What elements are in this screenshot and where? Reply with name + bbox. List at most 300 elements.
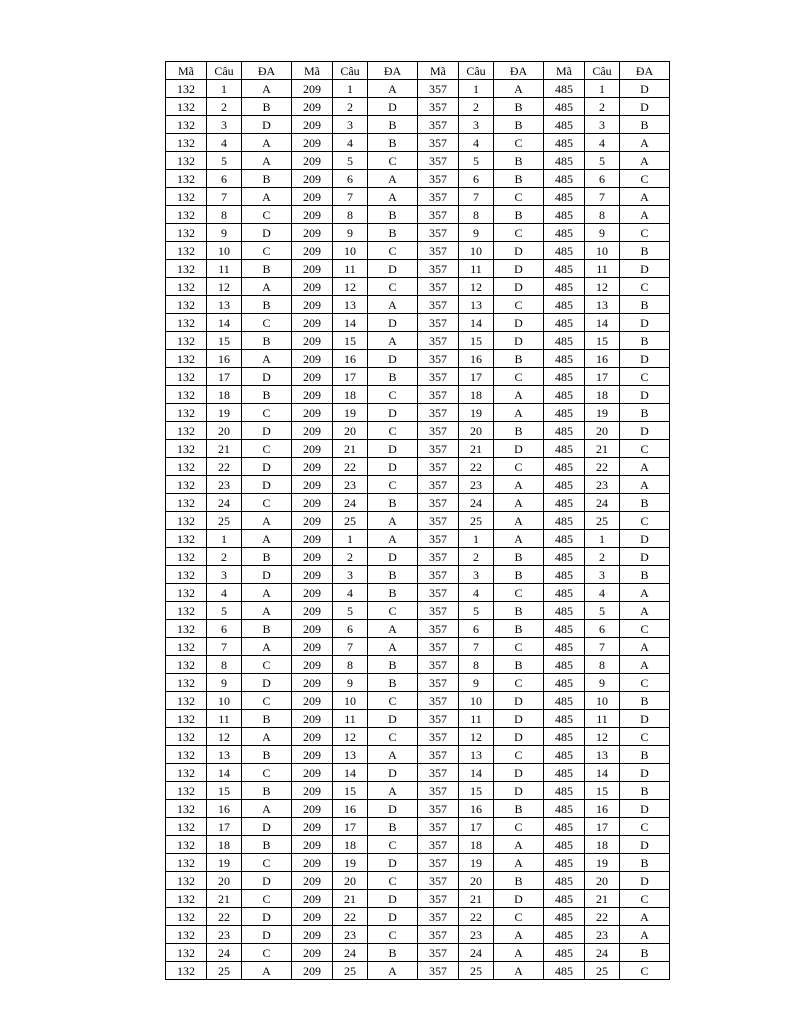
cell-ma: 357 bbox=[418, 368, 459, 386]
cell-da: B bbox=[494, 602, 544, 620]
cell-ma: 209 bbox=[292, 260, 333, 278]
cell-cau: 3 bbox=[585, 566, 620, 584]
cell-ma: 485 bbox=[544, 872, 585, 890]
cell-ma: 132 bbox=[166, 422, 207, 440]
cell-cau: 3 bbox=[333, 116, 368, 134]
cell-da: B bbox=[494, 116, 544, 134]
cell-ma: 357 bbox=[418, 458, 459, 476]
cell-cau: 19 bbox=[333, 854, 368, 872]
cell-da: D bbox=[242, 674, 292, 692]
cell-cau: 13 bbox=[207, 746, 242, 764]
cell-ma: 357 bbox=[418, 872, 459, 890]
cell-da: B bbox=[494, 566, 544, 584]
header-da: ĐA bbox=[494, 62, 544, 80]
cell-cau: 18 bbox=[585, 836, 620, 854]
table-row bbox=[166, 260, 670, 278]
cell-cau: 22 bbox=[207, 458, 242, 476]
cell-cau: 1 bbox=[459, 530, 494, 548]
cell-da: B bbox=[620, 296, 670, 314]
cell-cau: 21 bbox=[585, 440, 620, 458]
cell-ma: 485 bbox=[544, 584, 585, 602]
table-row bbox=[166, 152, 670, 170]
cell-ma: 209 bbox=[292, 620, 333, 638]
cell-cau: 24 bbox=[333, 494, 368, 512]
cell-cau: 11 bbox=[207, 710, 242, 728]
cell-ma: 357 bbox=[418, 926, 459, 944]
cell-ma: 485 bbox=[544, 566, 585, 584]
table-row bbox=[166, 458, 670, 476]
cell-ma: 132 bbox=[166, 782, 207, 800]
cell-da: D bbox=[242, 458, 292, 476]
cell-da: D bbox=[620, 800, 670, 818]
cell-da: D bbox=[620, 548, 670, 566]
cell-cau: 23 bbox=[585, 926, 620, 944]
cell-cau: 11 bbox=[459, 260, 494, 278]
cell-da: D bbox=[620, 530, 670, 548]
cell-da: A bbox=[368, 80, 418, 98]
cell-ma: 132 bbox=[166, 602, 207, 620]
cell-da: A bbox=[620, 206, 670, 224]
header-row bbox=[166, 62, 670, 80]
cell-da: C bbox=[620, 962, 670, 980]
cell-ma: 209 bbox=[292, 350, 333, 368]
cell-ma: 132 bbox=[166, 80, 207, 98]
cell-cau: 10 bbox=[207, 242, 242, 260]
cell-cau: 10 bbox=[459, 692, 494, 710]
cell-cau: 19 bbox=[207, 404, 242, 422]
table-row bbox=[166, 926, 670, 944]
cell-da: B bbox=[242, 296, 292, 314]
cell-da: A bbox=[494, 836, 544, 854]
cell-da: C bbox=[368, 152, 418, 170]
cell-da: A bbox=[242, 134, 292, 152]
cell-da: A bbox=[242, 188, 292, 206]
header-ma: Mã bbox=[544, 62, 585, 80]
cell-cau: 16 bbox=[585, 350, 620, 368]
cell-ma: 357 bbox=[418, 728, 459, 746]
cell-cau: 20 bbox=[333, 422, 368, 440]
answer-key-table bbox=[165, 61, 670, 980]
cell-cau: 21 bbox=[459, 440, 494, 458]
cell-da: A bbox=[620, 602, 670, 620]
table-row bbox=[166, 566, 670, 584]
cell-cau: 16 bbox=[459, 350, 494, 368]
cell-ma: 132 bbox=[166, 566, 207, 584]
cell-ma: 357 bbox=[418, 530, 459, 548]
cell-cau: 17 bbox=[585, 818, 620, 836]
cell-ma: 485 bbox=[544, 530, 585, 548]
cell-da: B bbox=[242, 98, 292, 116]
header-cau: Câu bbox=[459, 62, 494, 80]
cell-ma: 209 bbox=[292, 944, 333, 962]
cell-ma: 132 bbox=[166, 656, 207, 674]
cell-da: D bbox=[368, 314, 418, 332]
cell-ma: 132 bbox=[166, 98, 207, 116]
cell-ma: 132 bbox=[166, 944, 207, 962]
cell-ma: 209 bbox=[292, 746, 333, 764]
cell-da: C bbox=[368, 602, 418, 620]
cell-ma: 132 bbox=[166, 332, 207, 350]
cell-ma: 485 bbox=[544, 206, 585, 224]
cell-ma: 357 bbox=[418, 674, 459, 692]
cell-ma: 132 bbox=[166, 134, 207, 152]
cell-ma: 132 bbox=[166, 836, 207, 854]
cell-ma: 357 bbox=[418, 764, 459, 782]
cell-ma: 357 bbox=[418, 566, 459, 584]
cell-da: C bbox=[494, 638, 544, 656]
cell-da: B bbox=[368, 944, 418, 962]
cell-cau: 14 bbox=[207, 764, 242, 782]
table-row bbox=[166, 728, 670, 746]
cell-da: C bbox=[620, 818, 670, 836]
cell-da: C bbox=[494, 224, 544, 242]
cell-cau: 5 bbox=[207, 152, 242, 170]
cell-ma: 485 bbox=[544, 422, 585, 440]
cell-da: D bbox=[494, 260, 544, 278]
cell-da: C bbox=[242, 404, 292, 422]
cell-cau: 25 bbox=[585, 512, 620, 530]
cell-cau: 2 bbox=[459, 548, 494, 566]
cell-ma: 209 bbox=[292, 98, 333, 116]
cell-cau: 15 bbox=[207, 332, 242, 350]
cell-cau: 12 bbox=[207, 278, 242, 296]
cell-ma: 485 bbox=[544, 548, 585, 566]
cell-da: B bbox=[620, 116, 670, 134]
cell-ma: 485 bbox=[544, 368, 585, 386]
cell-da: C bbox=[368, 476, 418, 494]
cell-ma: 357 bbox=[418, 224, 459, 242]
cell-cau: 9 bbox=[207, 224, 242, 242]
cell-ma: 132 bbox=[166, 224, 207, 242]
cell-ma: 357 bbox=[418, 548, 459, 566]
table-row bbox=[166, 746, 670, 764]
cell-da: B bbox=[494, 170, 544, 188]
cell-da: B bbox=[494, 800, 544, 818]
cell-da: A bbox=[494, 494, 544, 512]
cell-da: C bbox=[494, 188, 544, 206]
cell-ma: 209 bbox=[292, 782, 333, 800]
table-row bbox=[166, 872, 670, 890]
cell-da: D bbox=[494, 728, 544, 746]
cell-da: A bbox=[242, 602, 292, 620]
cell-ma: 357 bbox=[418, 152, 459, 170]
table-row bbox=[166, 854, 670, 872]
cell-ma: 132 bbox=[166, 926, 207, 944]
cell-da: D bbox=[494, 440, 544, 458]
cell-da: B bbox=[494, 206, 544, 224]
cell-ma: 209 bbox=[292, 530, 333, 548]
table-row bbox=[166, 80, 670, 98]
cell-cau: 10 bbox=[585, 242, 620, 260]
cell-cau: 17 bbox=[459, 368, 494, 386]
cell-da: D bbox=[368, 908, 418, 926]
cell-ma: 132 bbox=[166, 908, 207, 926]
table-row bbox=[166, 602, 670, 620]
cell-da: B bbox=[368, 818, 418, 836]
cell-cau: 16 bbox=[207, 350, 242, 368]
cell-ma: 209 bbox=[292, 566, 333, 584]
cell-cau: 20 bbox=[459, 422, 494, 440]
cell-da: C bbox=[368, 242, 418, 260]
table-row bbox=[166, 206, 670, 224]
cell-da: B bbox=[368, 656, 418, 674]
cell-ma: 209 bbox=[292, 818, 333, 836]
cell-da: C bbox=[368, 926, 418, 944]
cell-da: A bbox=[368, 746, 418, 764]
cell-cau: 8 bbox=[333, 656, 368, 674]
cell-cau: 10 bbox=[459, 242, 494, 260]
cell-cau: 7 bbox=[585, 638, 620, 656]
cell-cau: 15 bbox=[459, 332, 494, 350]
cell-ma: 485 bbox=[544, 170, 585, 188]
cell-cau: 7 bbox=[333, 188, 368, 206]
cell-cau: 5 bbox=[585, 152, 620, 170]
cell-ma: 209 bbox=[292, 224, 333, 242]
cell-da: A bbox=[368, 962, 418, 980]
cell-da: B bbox=[494, 152, 544, 170]
cell-da: D bbox=[368, 404, 418, 422]
cell-cau: 9 bbox=[585, 674, 620, 692]
header-da: ĐA bbox=[620, 62, 670, 80]
cell-da: A bbox=[620, 656, 670, 674]
cell-da: B bbox=[620, 404, 670, 422]
table-row bbox=[166, 620, 670, 638]
cell-da: B bbox=[620, 566, 670, 584]
cell-ma: 357 bbox=[418, 800, 459, 818]
cell-da: D bbox=[242, 566, 292, 584]
table-row bbox=[166, 116, 670, 134]
cell-cau: 17 bbox=[207, 368, 242, 386]
cell-da: A bbox=[620, 908, 670, 926]
cell-cau: 19 bbox=[459, 404, 494, 422]
cell-da: C bbox=[494, 908, 544, 926]
cell-cau: 8 bbox=[459, 656, 494, 674]
cell-da: A bbox=[242, 638, 292, 656]
cell-ma: 357 bbox=[418, 242, 459, 260]
cell-ma: 209 bbox=[292, 152, 333, 170]
cell-da: C bbox=[368, 278, 418, 296]
cell-da: D bbox=[242, 368, 292, 386]
cell-ma: 132 bbox=[166, 692, 207, 710]
cell-cau: 7 bbox=[459, 188, 494, 206]
cell-da: D bbox=[368, 98, 418, 116]
cell-ma: 357 bbox=[418, 278, 459, 296]
cell-da: A bbox=[242, 152, 292, 170]
cell-da: A bbox=[368, 782, 418, 800]
cell-cau: 11 bbox=[585, 710, 620, 728]
cell-da: A bbox=[620, 926, 670, 944]
cell-da: D bbox=[242, 476, 292, 494]
cell-cau: 19 bbox=[585, 854, 620, 872]
cell-cau: 15 bbox=[459, 782, 494, 800]
cell-cau: 2 bbox=[459, 98, 494, 116]
cell-ma: 132 bbox=[166, 314, 207, 332]
cell-da: A bbox=[242, 800, 292, 818]
cell-cau: 5 bbox=[459, 152, 494, 170]
table-row bbox=[166, 332, 670, 350]
table-row bbox=[166, 98, 670, 116]
cell-ma: 357 bbox=[418, 962, 459, 980]
cell-ma: 209 bbox=[292, 602, 333, 620]
cell-da: C bbox=[494, 746, 544, 764]
cell-ma: 357 bbox=[418, 746, 459, 764]
table-row bbox=[166, 188, 670, 206]
cell-da: A bbox=[368, 530, 418, 548]
cell-cau: 13 bbox=[585, 746, 620, 764]
cell-da: A bbox=[620, 584, 670, 602]
cell-ma: 485 bbox=[544, 764, 585, 782]
cell-da: D bbox=[620, 710, 670, 728]
cell-ma: 209 bbox=[292, 188, 333, 206]
table-row bbox=[166, 782, 670, 800]
cell-cau: 21 bbox=[207, 440, 242, 458]
cell-ma: 209 bbox=[292, 80, 333, 98]
cell-cau: 12 bbox=[585, 728, 620, 746]
cell-ma: 357 bbox=[418, 134, 459, 152]
cell-cau: 8 bbox=[207, 206, 242, 224]
cell-ma: 357 bbox=[418, 656, 459, 674]
cell-da: B bbox=[242, 782, 292, 800]
cell-ma: 357 bbox=[418, 818, 459, 836]
cell-da: B bbox=[242, 836, 292, 854]
cell-da: A bbox=[368, 638, 418, 656]
table-row bbox=[166, 962, 670, 980]
cell-da: C bbox=[368, 872, 418, 890]
cell-cau: 24 bbox=[585, 944, 620, 962]
cell-ma: 132 bbox=[166, 278, 207, 296]
cell-da: D bbox=[368, 710, 418, 728]
cell-ma: 209 bbox=[292, 872, 333, 890]
table-row bbox=[166, 278, 670, 296]
cell-da: A bbox=[368, 188, 418, 206]
cell-da: A bbox=[494, 512, 544, 530]
cell-da: D bbox=[620, 764, 670, 782]
cell-cau: 11 bbox=[333, 710, 368, 728]
table-row bbox=[166, 440, 670, 458]
cell-da: B bbox=[494, 350, 544, 368]
cell-ma: 485 bbox=[544, 296, 585, 314]
cell-da: C bbox=[494, 584, 544, 602]
cell-cau: 18 bbox=[459, 836, 494, 854]
cell-da: B bbox=[242, 170, 292, 188]
table-row bbox=[166, 944, 670, 962]
cell-ma: 485 bbox=[544, 512, 585, 530]
cell-cau: 3 bbox=[207, 116, 242, 134]
cell-ma: 357 bbox=[418, 80, 459, 98]
cell-ma: 485 bbox=[544, 674, 585, 692]
cell-cau: 14 bbox=[333, 764, 368, 782]
cell-cau: 2 bbox=[207, 98, 242, 116]
cell-cau: 3 bbox=[585, 116, 620, 134]
cell-da: D bbox=[368, 800, 418, 818]
cell-da: D bbox=[368, 440, 418, 458]
cell-da: C bbox=[368, 836, 418, 854]
cell-da: D bbox=[494, 242, 544, 260]
cell-ma: 485 bbox=[544, 836, 585, 854]
header-ma: Mã bbox=[418, 62, 459, 80]
cell-ma: 132 bbox=[166, 710, 207, 728]
cell-da: D bbox=[620, 98, 670, 116]
table-row bbox=[166, 710, 670, 728]
cell-da: A bbox=[494, 944, 544, 962]
cell-ma: 132 bbox=[166, 188, 207, 206]
cell-cau: 11 bbox=[207, 260, 242, 278]
cell-da: C bbox=[242, 890, 292, 908]
cell-ma: 209 bbox=[292, 692, 333, 710]
cell-cau: 17 bbox=[585, 368, 620, 386]
cell-cau: 4 bbox=[585, 134, 620, 152]
cell-ma: 132 bbox=[166, 584, 207, 602]
cell-ma: 485 bbox=[544, 260, 585, 278]
cell-ma: 485 bbox=[544, 224, 585, 242]
table-row bbox=[166, 908, 670, 926]
cell-ma: 485 bbox=[544, 908, 585, 926]
cell-ma: 357 bbox=[418, 206, 459, 224]
cell-cau: 8 bbox=[585, 206, 620, 224]
cell-cau: 8 bbox=[459, 206, 494, 224]
cell-da: B bbox=[242, 386, 292, 404]
table-row bbox=[166, 170, 670, 188]
cell-cau: 15 bbox=[585, 332, 620, 350]
cell-da: B bbox=[494, 656, 544, 674]
cell-cau: 19 bbox=[459, 854, 494, 872]
cell-cau: 6 bbox=[459, 620, 494, 638]
cell-da: C bbox=[620, 728, 670, 746]
cell-da: D bbox=[620, 872, 670, 890]
cell-cau: 18 bbox=[459, 386, 494, 404]
cell-cau: 13 bbox=[333, 746, 368, 764]
cell-da: D bbox=[368, 854, 418, 872]
cell-da: B bbox=[368, 134, 418, 152]
cell-da: B bbox=[620, 692, 670, 710]
cell-ma: 357 bbox=[418, 116, 459, 134]
cell-cau: 1 bbox=[333, 530, 368, 548]
cell-da: C bbox=[242, 494, 292, 512]
cell-ma: 209 bbox=[292, 206, 333, 224]
cell-ma: 357 bbox=[418, 440, 459, 458]
cell-cau: 20 bbox=[207, 422, 242, 440]
cell-ma: 209 bbox=[292, 800, 333, 818]
table-row bbox=[166, 800, 670, 818]
cell-cau: 25 bbox=[585, 962, 620, 980]
cell-cau: 5 bbox=[585, 602, 620, 620]
cell-cau: 9 bbox=[459, 224, 494, 242]
cell-da: C bbox=[242, 242, 292, 260]
cell-cau: 7 bbox=[207, 638, 242, 656]
cell-ma: 209 bbox=[292, 548, 333, 566]
cell-da: C bbox=[368, 728, 418, 746]
table-row bbox=[166, 512, 670, 530]
cell-cau: 13 bbox=[459, 746, 494, 764]
cell-ma: 485 bbox=[544, 944, 585, 962]
cell-cau: 17 bbox=[207, 818, 242, 836]
cell-da: C bbox=[242, 314, 292, 332]
cell-ma: 132 bbox=[166, 206, 207, 224]
cell-cau: 5 bbox=[207, 602, 242, 620]
table-row bbox=[166, 674, 670, 692]
cell-cau: 5 bbox=[333, 602, 368, 620]
cell-cau: 7 bbox=[333, 638, 368, 656]
cell-da: B bbox=[620, 746, 670, 764]
cell-cau: 6 bbox=[207, 170, 242, 188]
cell-ma: 132 bbox=[166, 728, 207, 746]
cell-ma: 485 bbox=[544, 350, 585, 368]
cell-ma: 357 bbox=[418, 944, 459, 962]
cell-cau: 25 bbox=[333, 962, 368, 980]
cell-ma: 485 bbox=[544, 962, 585, 980]
cell-da: D bbox=[368, 260, 418, 278]
cell-da: A bbox=[242, 584, 292, 602]
